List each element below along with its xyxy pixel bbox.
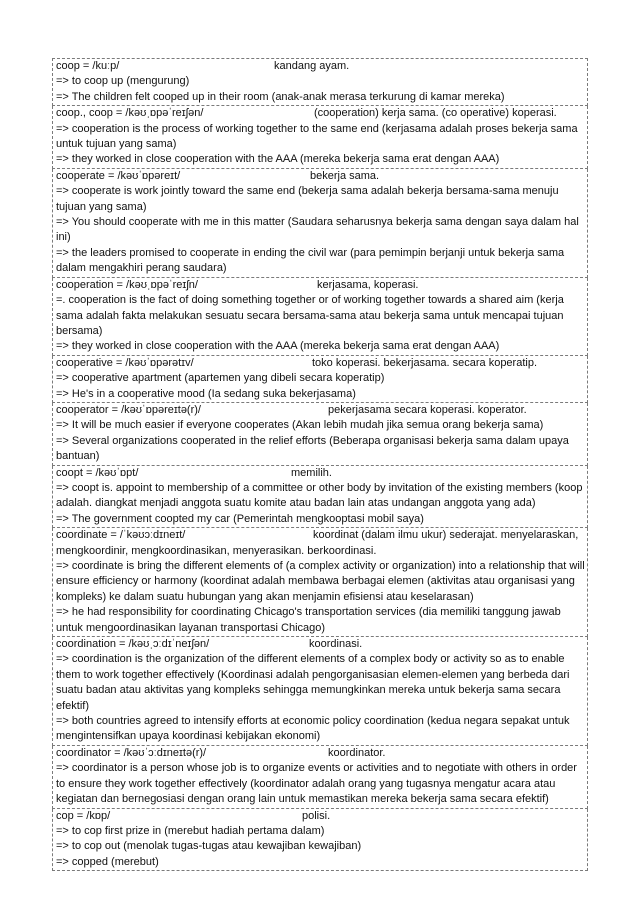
entry-line: => You should cooperate with me in this matter (Saudara seharusnya bekerja sama dengan saya dalam hal ini) xyxy=(56,216,579,244)
entry-coordinator xyxy=(52,746,588,809)
entry-term: coopt = /kəʊˈɒpt/ xyxy=(56,466,139,479)
entry-line: => both countries agreed to intensify efforts at economic policy coordination (kedua negara sepakat untuk mengintensifkan upaya koordinasi kebijakan ekonomi) xyxy=(56,715,570,743)
entry-line: => The government coopted my car (Pemerintah mengkooptasi mobil saya) xyxy=(56,512,424,525)
entry-cooperate xyxy=(52,169,588,278)
entry-line: => Several organizations cooperated in the relief efforts (Beberapa organisasi bekerja sama dalam upaya bantuan) xyxy=(56,434,569,463)
entry-line: => cooperation is the process of working together to the same end (kerjasama adalah proses bekerja sama untuk tujuan yang sama) xyxy=(56,122,578,151)
entry-line: => they worked in close cooperation with the AAA (mereka bekerja sama erat dengan AAA) xyxy=(56,153,500,166)
entry-head xyxy=(56,106,585,121)
entry-line: => The children felt cooped up in their room (anak-anak merasa terkurung di kamar mereka) xyxy=(56,90,505,103)
entry-term: cooperator = /kəʊˈɒpəreɪtə(r)/ xyxy=(56,403,201,416)
entry-head xyxy=(56,809,585,824)
entry-line: => he had responsibility for coordinating Chicago's transportation services (dia memiliki tanggung jawab untuk mengoordinasikan layanan transportasi Chicago) xyxy=(56,606,561,634)
entry-term: coordinate = /ˈkəʊɔːdɪneɪt/ xyxy=(56,529,186,542)
entry-coop-cooperation xyxy=(52,106,588,169)
dictionary-page xyxy=(52,58,588,871)
entry-meaning: koordinator. xyxy=(328,746,386,759)
entry-head xyxy=(56,169,585,184)
entry-cooperation xyxy=(52,278,588,356)
entry-coordination xyxy=(52,637,588,746)
entry-head xyxy=(56,746,585,761)
entry-line: => coordination is the organization of the different elements of a complex body or activity so as to enable them to work together effectively (Koordinasi adalah pengorganisasian elemen-elemen yang berbeda dari suatu badan atau aktivitas yang kompleks sehingga memungkinkan mereka untuk bekerja sama secara efektif) xyxy=(56,653,570,712)
entry-meaning: koordinat (dalam ilmu ukur) sederajat. menyelaraskan, xyxy=(313,529,579,542)
entry-term: coordination = /kəʊˌɔːdɪˈneɪʃən/ xyxy=(56,638,210,651)
entry-head xyxy=(56,403,585,418)
entry-term: coordinator = /kəʊˈɔːdɪneɪtə(r)/ xyxy=(56,746,207,759)
entry-term: cooperation = /kəʊˌɒpəˈreɪʃn/ xyxy=(56,278,198,291)
entry-line: => coordinate is bring the different elements of (a complex activity or organization) into a relationship that will ensure efficiency or harmony (koordinat adalah membawa berbagai elemen (aktivitas atau organisasi yang kompleks) ke dalam suatu hubungan yang akan menjamin efisiensi atau keselarasan) xyxy=(56,560,585,603)
entry-line: => cooperative apartment (apartemen yang dibeli secara koperatip) xyxy=(56,372,385,385)
entry-line: => they worked in close cooperation with the AAA (mereka bekerja sama erat dengan AAA) xyxy=(56,340,500,353)
entry-line: => He's in a cooperative mood (Ia sedang suka bekerjasama) xyxy=(56,387,356,400)
entry-head xyxy=(56,59,585,74)
entry-line: => to coop up (mengurung) xyxy=(56,75,190,88)
entry-meaning: polisi. xyxy=(302,809,331,822)
entry-term: cooperate = /kəʊˈɒpəreɪt/ xyxy=(56,169,181,182)
entry-meaning: koordinasi. xyxy=(309,638,363,651)
entry-line: => to cop first prize in (merebut hadiah pertama dalam) xyxy=(56,824,325,837)
entry-line: => coordinator is a person whose job is to organize events or activities and to negotiate with others in order to ensure they work together effectively (koordinator adalah orang yang tugasnya mengatur acara atau kegiatan dan bernegosiasi dengan orang lain untuk memastikan mereka bekerja sama secara efektif) xyxy=(56,762,577,806)
entry-term: coop., coop = /kəʊˌɒpəˈreɪʃən/ xyxy=(56,107,204,120)
entry-head xyxy=(56,278,585,293)
entry-meaning: toko koperasi. bekerjasama. secara koperatip. xyxy=(312,356,538,369)
entry-cop xyxy=(52,809,588,872)
entry-term: coop = /kuːp/ xyxy=(56,60,120,72)
entry-line: => It will be much easier if everyone cooperates (Akan lebih mudah jika semua orang bekerja sama) xyxy=(56,419,544,432)
entry-line: => coopt is. appoint to membership of a committee or other body by invitation of the existing members (koop adalah. diangkat menjadi anggota suatu komite atau badan lain atas undangan anggota yang ada) xyxy=(56,481,583,510)
entry-head xyxy=(56,466,585,481)
entry-line: => the leaders promised to cooperate in ending the civil war (para pemimpin berjanji untuk bekerja sama dalam mengakhiri perang saudara) xyxy=(56,246,565,275)
entry-meaning: kerjasama, koperasi. xyxy=(317,278,419,291)
entry-meaning: kandang ayam. xyxy=(274,60,350,72)
entry-head xyxy=(56,356,585,371)
entry-term: cop = /kɒp/ xyxy=(56,809,111,822)
entry-coopt xyxy=(52,466,588,529)
entry-coordinate xyxy=(52,528,588,637)
entry-head xyxy=(56,637,585,652)
entry-meaning: pekerjasama secara koperasi. koperator. xyxy=(328,403,527,416)
entry-meaning: (cooperation) kerja sama. (co operative) koperasi. xyxy=(314,107,557,120)
entry-meaning: bekerja sama. xyxy=(310,169,380,182)
entry-line: => cooperate is work jointly toward the same end (bekerja sama adalah bekerja bersama-sama menuju tujuan yang sama) xyxy=(56,185,559,213)
entry-term: cooperative = /kəʊˈɒpərətɪv/ xyxy=(56,356,194,369)
entry-line: mengkoordinir, mengkoordinasikan, menyerasikan. berkoordinasi. xyxy=(56,544,377,557)
entry-coop xyxy=(52,58,588,106)
entry-line: =. cooperation is the fact of doing something together or of working together towards a shared aim (kerja sama adalah fakta melakukan sesuatu secara bersama-sama atau bekerja sama untuk mencapai tujuan bersama) xyxy=(56,294,564,337)
entry-cooperator xyxy=(52,403,588,466)
entry-line: => to cop out (menolak tugas-tugas atau kewajiban kewajiban) xyxy=(56,840,362,853)
entry-cooperative xyxy=(52,356,588,403)
entry-meaning: memilih. xyxy=(291,466,332,479)
entry-line: => copped (merebut) xyxy=(56,855,159,868)
entry-head xyxy=(56,528,585,543)
